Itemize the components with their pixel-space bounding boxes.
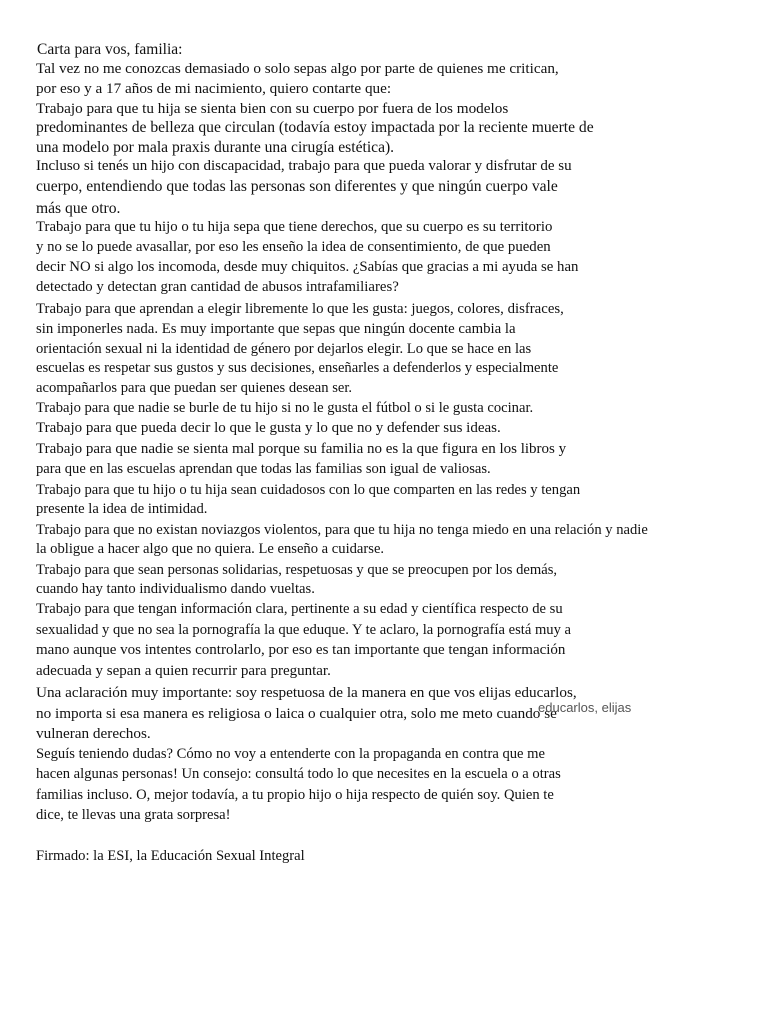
- letter-line: detectado y detectan gran cantidad de abusos intrafamiliares?: [36, 279, 399, 295]
- letter-line: para que en las escuelas aprendan que todas las familias son igual de valiosas.: [36, 461, 491, 477]
- letter-line: sin imponerles nada. Es muy importante que sepas que ningún docente cambia la: [36, 321, 516, 337]
- letter-line: Tal vez no me conozcas demasiado o solo sepas algo por parte de quienes me critican,: [36, 60, 559, 77]
- letter-line: Trabajo para que pueda decir lo que le gusta y lo que no y defender sus ideas.: [36, 420, 501, 436]
- letter-line: sexualidad y que no sea la pornografía la que eduque. Y te aclaro, la pornografía está muy a: [36, 622, 572, 638]
- letter-line: Trabajo para que tu hijo o tu hija sepa que tiene derechos, que su cuerpo es su territorio: [36, 219, 553, 235]
- letter-line: dice, te llevas una grata sorpresa!: [36, 807, 231, 823]
- letter-line: Seguís teniendo dudas? Cómo no voy a entenderte con la propaganda en contra que me: [36, 746, 545, 762]
- letter-line: familias incluso. O, mejor todavía, a tu propio hijo o hija respecto de quién soy. Quien te: [36, 787, 554, 803]
- letter-line: Trabajo para que nadie se burle de tu hijo si no le gusta el fútbol o si le gusta cocinar.: [36, 400, 534, 416]
- letter-line: vulneran derechos.: [36, 725, 151, 742]
- letter-line: Trabajo para que tu hija se sienta bien con su cuerpo por fuera de los modelos: [36, 100, 509, 117]
- letter-line: Trabajo para que aprendan a elegir libremente lo que les gusta: juegos, colores, disfraces,: [36, 301, 564, 317]
- letter-line: no importa si esa manera es religiosa o laica o cualquier otra, solo me meto cuando se: [36, 705, 557, 722]
- letter-line: predominantes de belleza que circulan (todavía estoy impactada por la reciente muerte de: [36, 119, 594, 136]
- letter-line: Trabajo para que tu hijo o tu hija sean cuidadosos con lo que comparten en las redes y tengan: [36, 482, 581, 498]
- overlay-text-fragment: educarlos, elijas: [538, 700, 632, 715]
- letter-line: presente la idea de intimidad.: [36, 501, 208, 517]
- letter-line: y no se lo puede avasallar, por eso les enseño la idea de consentimiento, de que pueden: [36, 239, 551, 255]
- letter-line: escuelas es respetar sus gustos y sus decisiones, enseñarles a defenderlos y especialmente: [36, 360, 559, 376]
- letter-line: Trabajo para que sean personas solidarias, respetuosas y que se preocupen por los demás,: [36, 562, 558, 578]
- letter-line: por eso y a 17 años de mi nacimiento, quiero contarte que:: [36, 80, 392, 97]
- letter-line: la obligue a hacer algo que no quiera. Le enseño a cuidarse.: [36, 541, 385, 557]
- letter-greeting: Carta para vos, familia:: [37, 41, 183, 58]
- letter-line: Una aclaración muy importante: soy respetuosa de la manera en que vos elijas educarlos,: [36, 684, 577, 701]
- letter-line: una modelo por mala praxis durante una cirugía estética).: [36, 139, 395, 156]
- letter-line: mano aunque vos intentes controlarlo, por eso es tan importante que tengan información: [36, 642, 566, 658]
- letter-line: Incluso si tenés un hijo con discapacidad, trabajo para que pueda valorar y disfrutar de su: [36, 158, 572, 174]
- letter-line: orientación sexual ni la identidad de género por dejarlos elegir. Lo que se hace en las: [36, 341, 532, 357]
- letter-line: adecuada y sepan a quien recurrir para preguntar.: [36, 663, 331, 679]
- letter-line: Trabajo para que tengan información clara, pertinente a su edad y científica respecto de su: [36, 601, 563, 617]
- letter-line: Trabajo para que nadie se sienta mal porque su familia no es la que figura en los libros y: [36, 441, 567, 457]
- letter-line: cuando hay tanto individualismo dando vueltas.: [36, 581, 315, 597]
- letter-line: más que otro.: [36, 200, 121, 217]
- letter-line: decir NO si algo los incomoda, desde muy chiquitos. ¿Sabías que gracias a mi ayuda se han: [36, 259, 579, 275]
- letter-line: acompañarlos para que puedan ser quienes desean ser.: [36, 380, 353, 396]
- letter-line: hacen algunas personas! Un consejo: consultá todo lo que necesites en la escuela o a otras: [36, 766, 561, 782]
- letter-line: Trabajo para que no existan noviazgos violentos, para que tu hija no tenga miedo en una relación y nadie: [36, 522, 648, 538]
- letter-line: cuerpo, entendiendo que todas las personas son diferentes y que ningún cuerpo vale: [36, 178, 558, 195]
- letter-signature: Firmado: la ESI, la Educación Sexual Integral: [36, 848, 305, 864]
